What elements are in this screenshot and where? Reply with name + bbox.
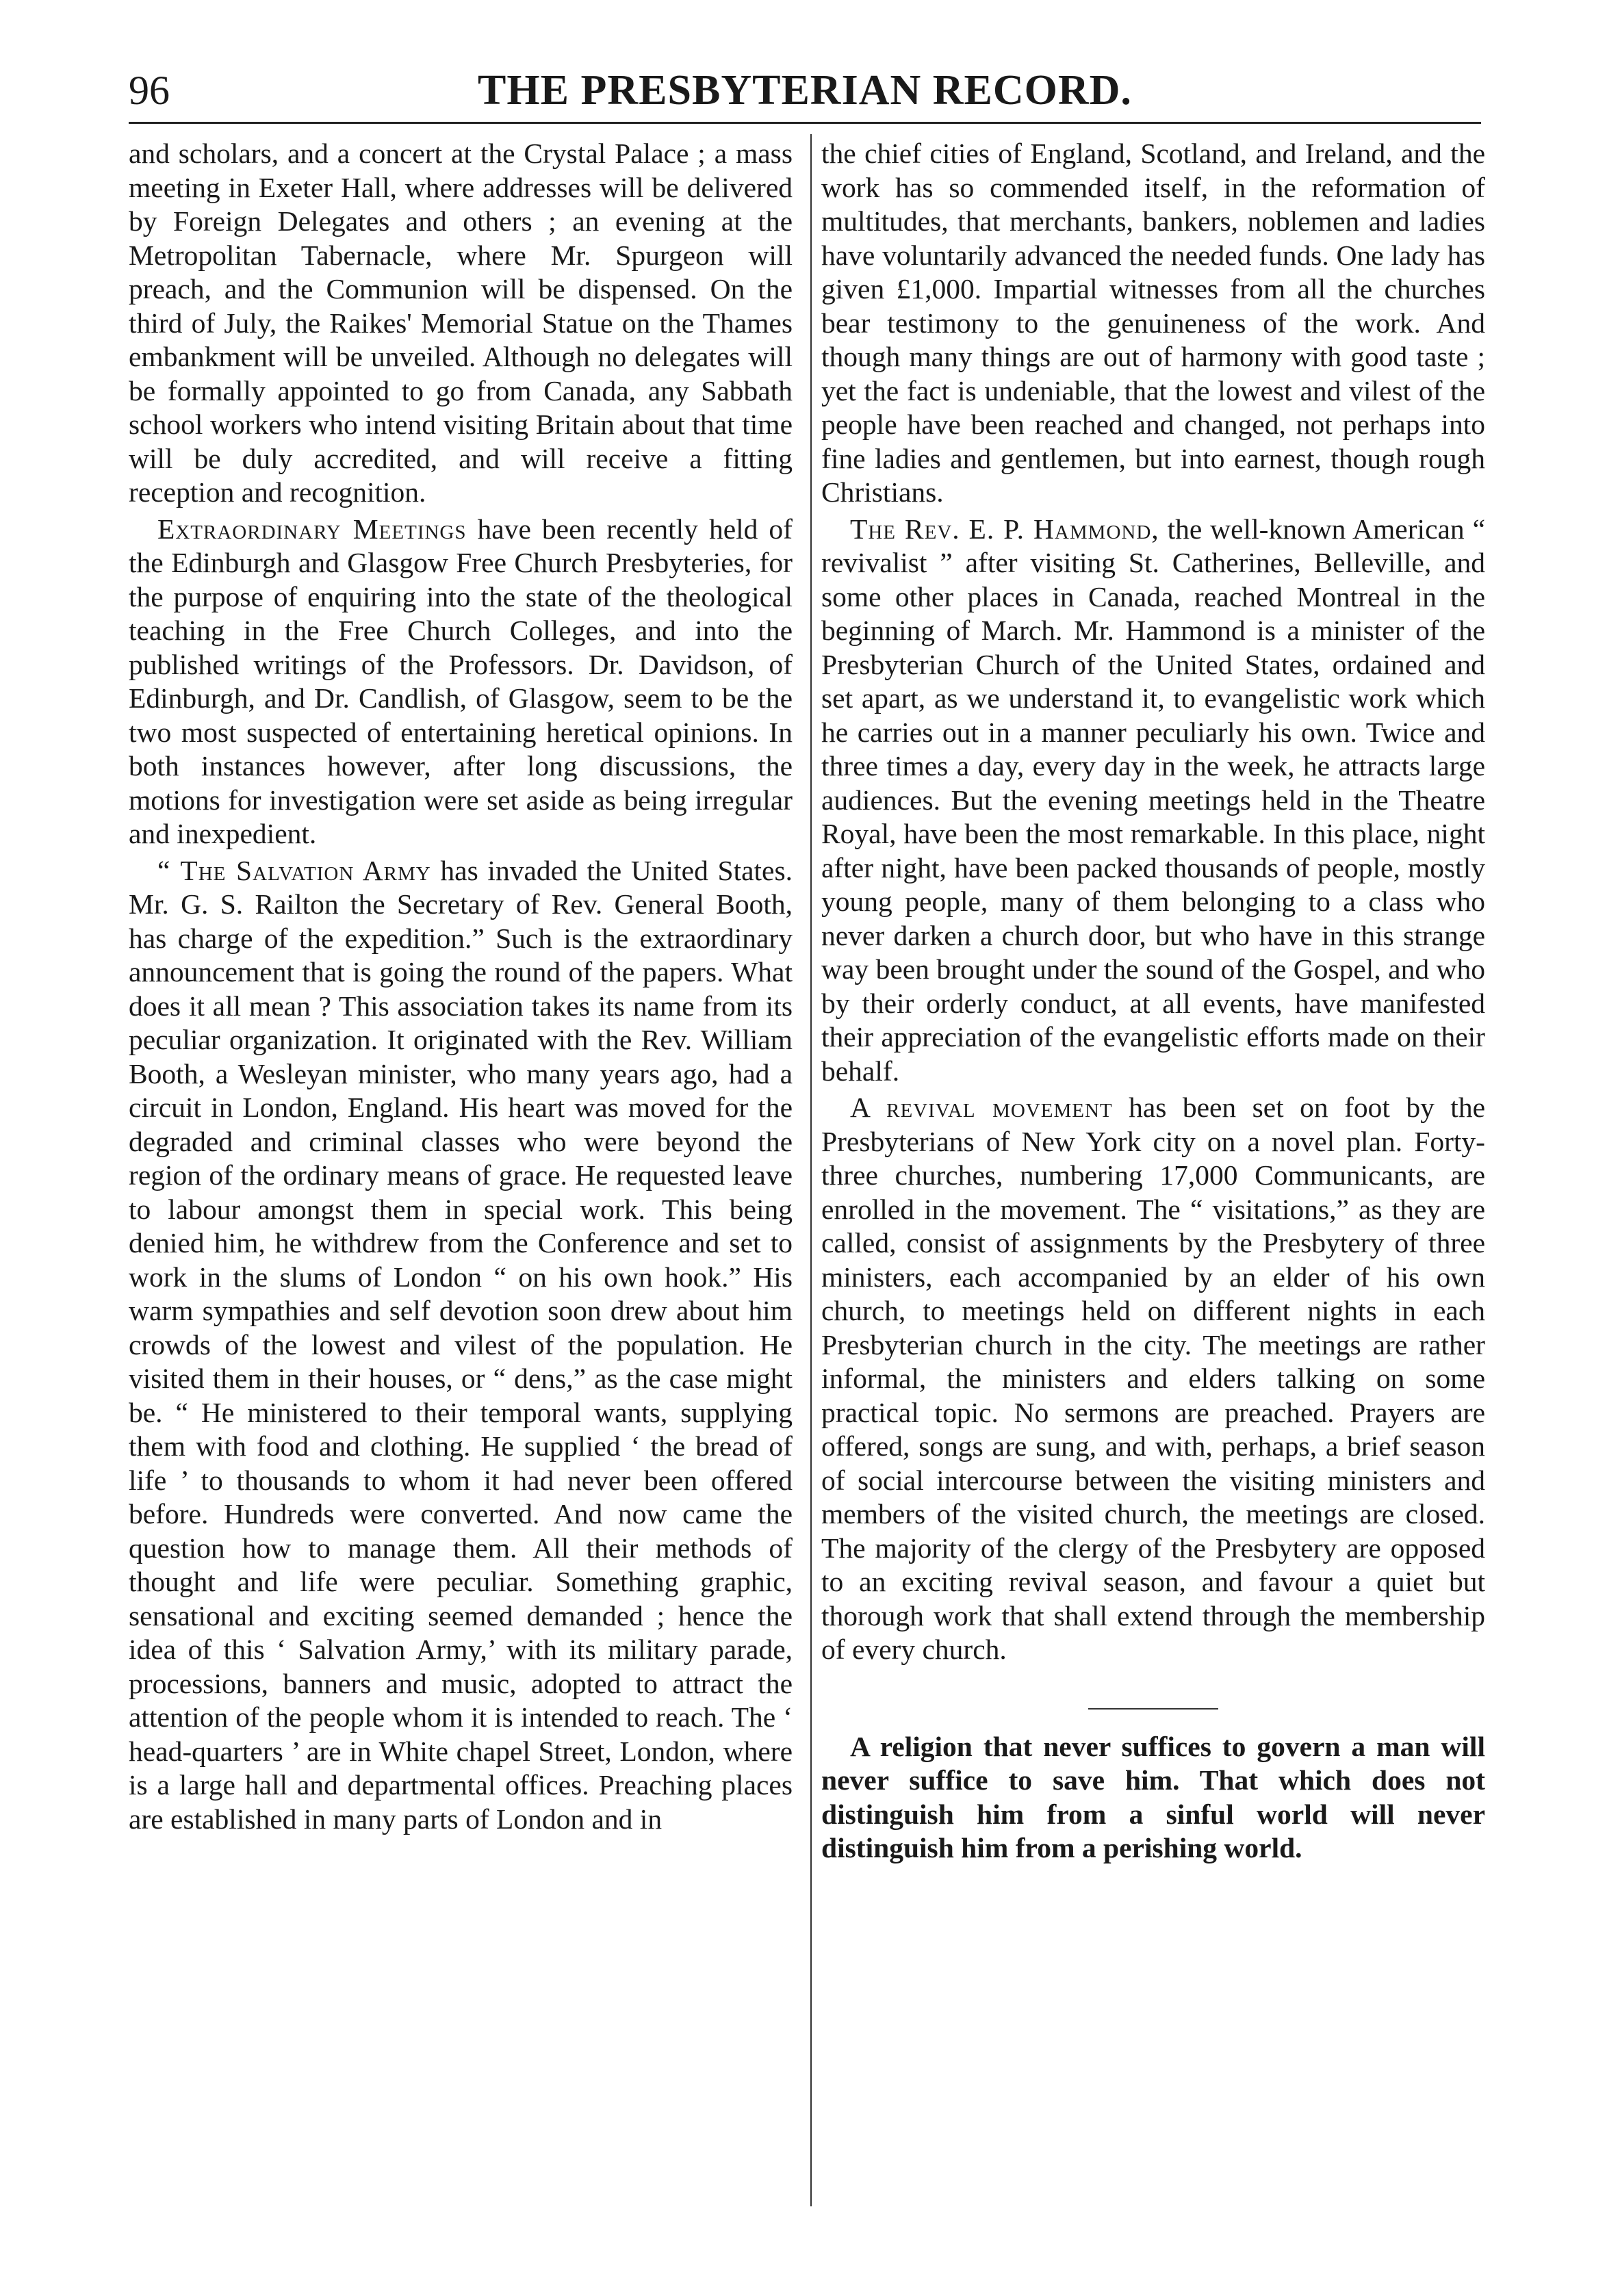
right-column xyxy=(821,137,1485,1868)
paragraph-body: has invaded the United States. Mr. G. S. Railton the Secretary of Rev. General Booth, has charge of the expedition.” Such is the extraordinary announcement that is going the round of the papers. What does it all mean ? This association takes its name from its peculiar organization. It originated with the Rev. William Booth, a Wesleyan minister, who many years ago, had a circuit in London, England. His heart was moved for the degraded and criminal classes who were beyond the region of the ordinary means of grace. He requested leave to labour amongst them in special work. This being denied him, he withdrew from the Conference and set to work in the slums of London “ on his own hook.” His warm sympathies and self devotion soon drew about him crowds of the lowest and vilest of the population. He visited them in their houses, or “ dens,” as the case might be. “ He ministered to their temporal wants, supplying them with food and clothing. He supplied ‘ the bread of life ’ to thousands to whom it had never been offered before. Hundreds were converted. And now came the question how to manage them. All their methods of thought and life were peculiar. Something graphic, sensational and exciting seemed demanded ; hence the idea of this ‘ Salvation Army,’ with its military parade, processions, banners and music, adopted to attract the attention of the people whom it is intended to reach. The ‘ head-quarters ’ are in White chapel Street, London, where is a large hall and departmental offices. Preaching places are established in many parts of London and in xyxy=(129,854,793,1835)
paragraph-lead: A revival movement xyxy=(850,1092,1113,1123)
paragraph-extraordinary-meetings xyxy=(129,513,793,851)
column-divider xyxy=(810,134,812,2206)
paragraph-salvation-army xyxy=(129,854,793,1837)
page-number: 96 xyxy=(129,68,170,113)
paragraph-lead: Extraordinary Meetings xyxy=(157,513,467,545)
paragraph-lead: The Rev. E. P. Hammond, xyxy=(850,513,1159,545)
closing-note: A religion that never suffices to govern a man will never suffice to save him. That which does not distinguish him from a sinful world will never distinguish him from a perishing world. xyxy=(821,1730,1485,1863)
paragraph-lead: “ The Salvation Army xyxy=(157,854,431,886)
paragraph-salvation-army-continued: the chief cities of England, Scotland, and Ireland, and the work has so commended itself, in the reformation of multitudes, that merchants, bankers, noblemen and ladies have voluntarily advanced the needed funds. One lady has given £1,000. Impartial witnesses from all the churches bear testimony to the genuineness of the work. And though many things are out of harmony with good taste ; yet the fact is undeniable, that the lowest and vilest of the people have been reached and changed, not perhaps into fine ladies and gentlemen, but into earnest, though rough Christians. xyxy=(821,138,1485,508)
paragraph-sunday-school-jubilee: and scholars, and a concert at the Crystal Palace ; a mass meeting in Exeter Hall, where addresses will be delivered by Foreign Delegates and others ; an evening at the Metropolitan Tabernacle, where Mr. Spurgeon will preach, and the Communion will be dispensed. On the third of July, the Raikes' Memorial Statue on the Thames embankment will be unveiled. Although no delegates will be formally appointed to go from Canada, any Sabbath school workers who intend visiting Britain about that time will be duly accredited, and will receive a fitting reception and recognition. xyxy=(129,138,793,508)
paragraph-body: has been set on foot by the Presbyterians of New York city on a novel plan. Forty-three churches, numbering 17,000 Communicants, are enrolled in the movement. The “ visitations,” as they are called, consist of assignments by the Presbytery of three ministers, each accompanied by an elder of his own church, to meetings held on different nights in each Presbyterian church in the city. The meetings are rather informal, the ministers and elders talking on some practical topic. No sermons are preached. Prayers are offered, songs are sung, and with, perhaps, a brief season of social intercourse between the visiting ministers and members of the visited church, the meetings are closed. The majority of the clergy of the Presbytery are opposed to an exciting revival season, and favour a quiet but thorough work that shall extend through the membership of every church. xyxy=(821,1092,1485,1665)
paragraph-body: have been recently held of the Edinburgh and Glasgow Free Church Presbyteries, for the purpose of enquiring into the state of the theological teaching in the Free Church Colleges, and into the published writings of the Professors. Dr. Davidson, of Edinburgh, and Dr. Candlish, of Glasgow, seem to be the two most suspected of entertaining heretical opinions. In both instances however, after long discussions, the motions for investigation were set aside as being irregular and inexpedient. xyxy=(129,513,793,849)
paragraph-revival-movement xyxy=(821,1091,1485,1667)
header-rule xyxy=(129,122,1481,124)
running-head: THE PRESBYTERIAN RECORD. xyxy=(478,67,1132,114)
paragraph-hammond xyxy=(821,513,1485,1089)
paragraph-body: the well-known American “ revivalist ” after visiting St. Catherines, Belleville, and some other places in Canada, reached Montreal in the beginning of March. Mr. Hammond is a minister of the Presbyterian Church of the United States, ordained and set apart, as we understand it, to evangelistic work which he carries out in a manner peculiarly his own. Twice and three times a day, every day in the week, he attracts large audiences. But the evening meetings held in the Theatre Royal, have been the most remarkable. In this place, night after night, have been packed thousands of people, mostly young people, many of them belonging to a class who never darken a church door, but who have in this strange way been brought under the sound of the Gospel, and who by their orderly conduct, at all events, have manifested their appreciation of the evangelistic efforts made on their behalf. xyxy=(821,513,1485,1087)
page-header xyxy=(129,56,1481,125)
left-column xyxy=(129,137,793,1839)
section-divider xyxy=(1088,1708,1218,1710)
